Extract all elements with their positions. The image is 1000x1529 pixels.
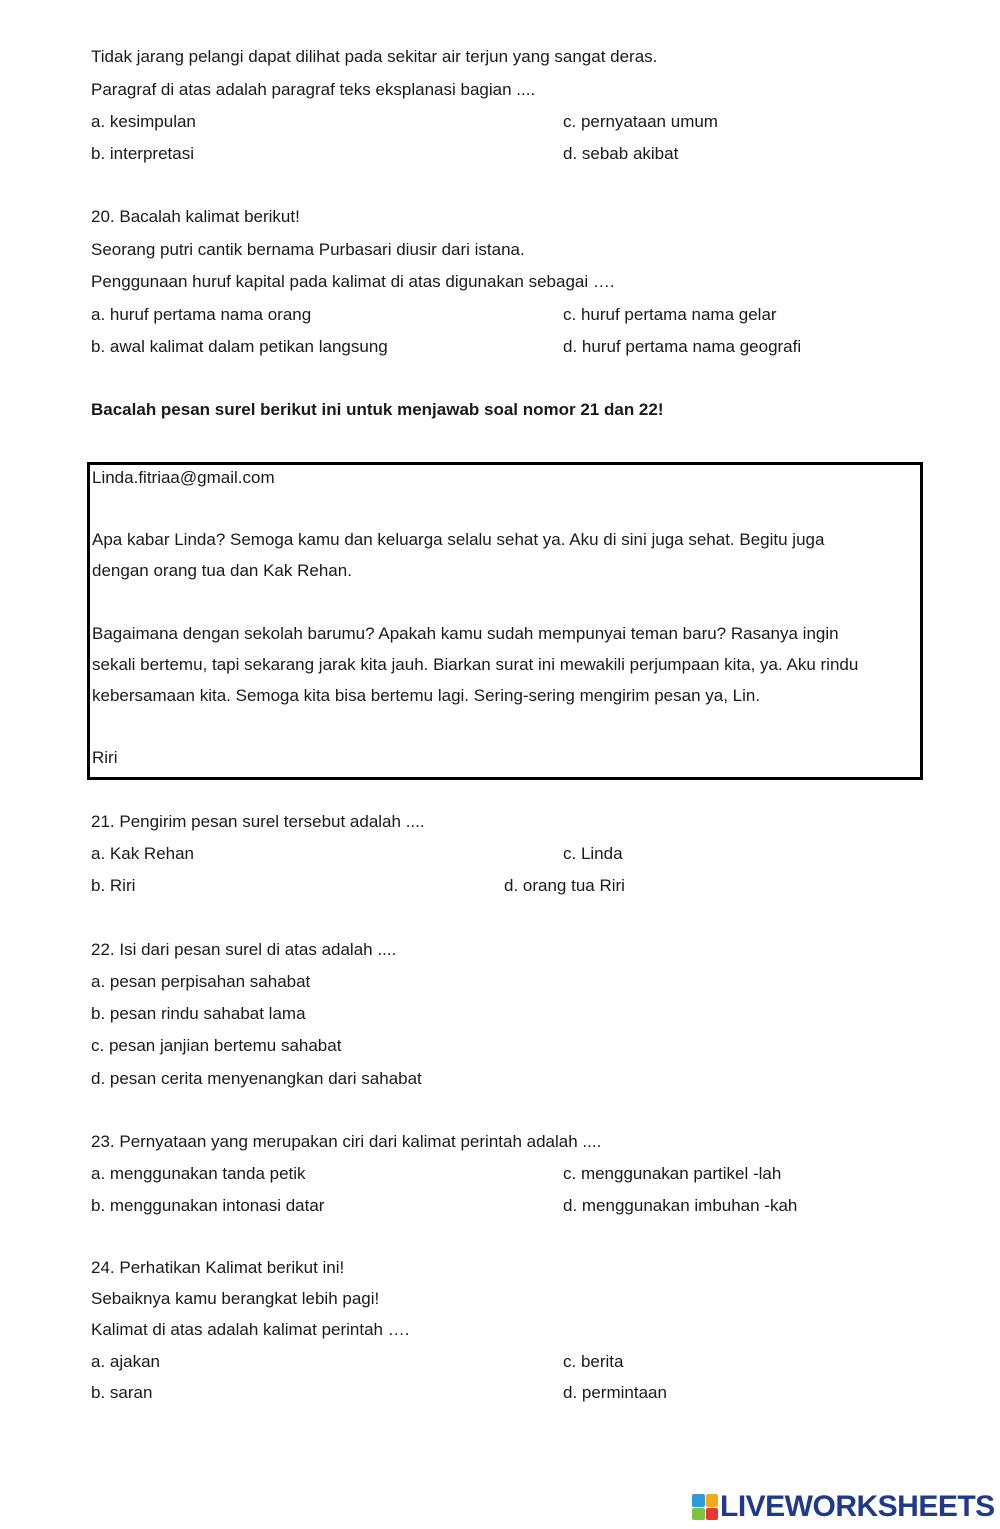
q19-question: Paragraf di atas adalah paragraf teks eksplanasi bagian ....: [91, 80, 536, 99]
q24-option-a[interactable]: a. ajakan: [91, 1352, 160, 1371]
q24-option-c[interactable]: c. berita: [563, 1352, 624, 1371]
email-paragraph-1-line-2: dengan orang tua dan Kak Rehan.: [92, 561, 352, 580]
q20-question: Penggunaan huruf kapital pada kalimat di atas digunakan sebagai ….: [91, 272, 615, 291]
q20-sentence: Seorang putri cantik bernama Purbasari diusir dari istana.: [91, 240, 525, 259]
q24-option-d[interactable]: d. permintaan: [563, 1383, 667, 1402]
liveworksheets-logo-icon: [692, 1494, 718, 1520]
q19-option-c[interactable]: c. pernyataan umum: [563, 112, 718, 131]
section-instruction: Bacalah pesan surel berikut ini untuk menjawab soal nomor 21 dan 22!: [91, 400, 664, 419]
liveworksheets-logo-text: LIVEWORKSHEETS: [720, 1490, 995, 1523]
q20-option-d[interactable]: d. huruf pertama nama geografi: [563, 337, 802, 356]
q22-option-a[interactable]: a. pesan perpisahan sahabat: [91, 972, 311, 991]
q19-option-b[interactable]: b. interpretasi: [91, 144, 194, 163]
q22-option-d[interactable]: d. pesan cerita menyenangkan dari sahabat: [91, 1069, 422, 1088]
q21-option-a[interactable]: a. Kak Rehan: [91, 844, 195, 863]
q23-question: 23. Pernyataan yang merupakan ciri dari kalimat perintah adalah ....: [91, 1132, 602, 1151]
q21-option-d[interactable]: d. orang tua Riri: [504, 876, 625, 895]
q23-option-b[interactable]: b. menggunakan intonasi datar: [91, 1196, 325, 1215]
q19-option-a[interactable]: a. kesimpulan: [91, 112, 196, 131]
q22-option-b[interactable]: b. pesan rindu sahabat lama: [91, 1004, 306, 1023]
email-paragraph-2-line-2: sekali bertemu, tapi sekarang jarak kita jauh. Biarkan surat ini mewakili perjumpaan kita, ya. Aku rindu: [92, 655, 859, 674]
liveworksheets-logo[interactable]: [692, 1490, 995, 1524]
q19-paragraph-text: Tidak jarang pelangi dapat dilihat pada sekitar air terjun yang sangat deras.: [91, 47, 658, 66]
q20-option-a[interactable]: a. huruf pertama nama orang: [91, 305, 312, 324]
email-paragraph-1-line-1: Apa kabar Linda? Semoga kamu dan keluarga selalu sehat ya. Aku di sini juga sehat. Begitu juga: [92, 530, 825, 549]
q23-option-c[interactable]: c. menggunakan partikel -lah: [563, 1164, 782, 1183]
q20-title: 20. Bacalah kalimat berikut!: [91, 207, 300, 226]
q19-option-d[interactable]: d. sebab akibat: [563, 144, 679, 163]
q22-question: 22. Isi dari pesan surel di atas adalah ....: [91, 940, 397, 959]
email-signature: Riri: [92, 748, 118, 767]
q24-question: Kalimat di atas adalah kalimat perintah ….: [91, 1320, 410, 1339]
q24-title: 24. Perhatikan Kalimat berikut ini!: [91, 1258, 345, 1277]
q23-option-d[interactable]: d. menggunakan imbuhan -kah: [563, 1196, 798, 1215]
q22-option-c[interactable]: c. pesan janjian bertemu sahabat: [91, 1036, 342, 1055]
q20-option-b[interactable]: b. awal kalimat dalam petikan langsung: [91, 337, 388, 356]
email-address: Linda.fitriaa@gmail.com: [92, 468, 275, 487]
q23-option-a[interactable]: a. menggunakan tanda petik: [91, 1164, 306, 1183]
q24-sentence: Sebaiknya kamu berangkat lebih pagi!: [91, 1289, 380, 1308]
email-paragraph-2-line-1: Bagaimana dengan sekolah barumu? Apakah kamu sudah mempunyai teman baru? Rasanya ingin: [92, 624, 839, 643]
q20-option-c[interactable]: c. huruf pertama nama gelar: [563, 305, 777, 324]
email-paragraph-2-line-3: kebersamaan kita. Semoga kita bisa bertemu lagi. Sering-sering mengirim pesan ya, Lin.: [92, 686, 761, 705]
email-box: [87, 462, 923, 780]
q21-option-b[interactable]: b. Riri: [91, 876, 136, 895]
q21-question: 21. Pengirim pesan surel tersebut adalah ....: [91, 812, 425, 831]
q24-option-b[interactable]: b. saran: [91, 1383, 153, 1402]
q21-option-c[interactable]: c. Linda: [563, 844, 623, 863]
